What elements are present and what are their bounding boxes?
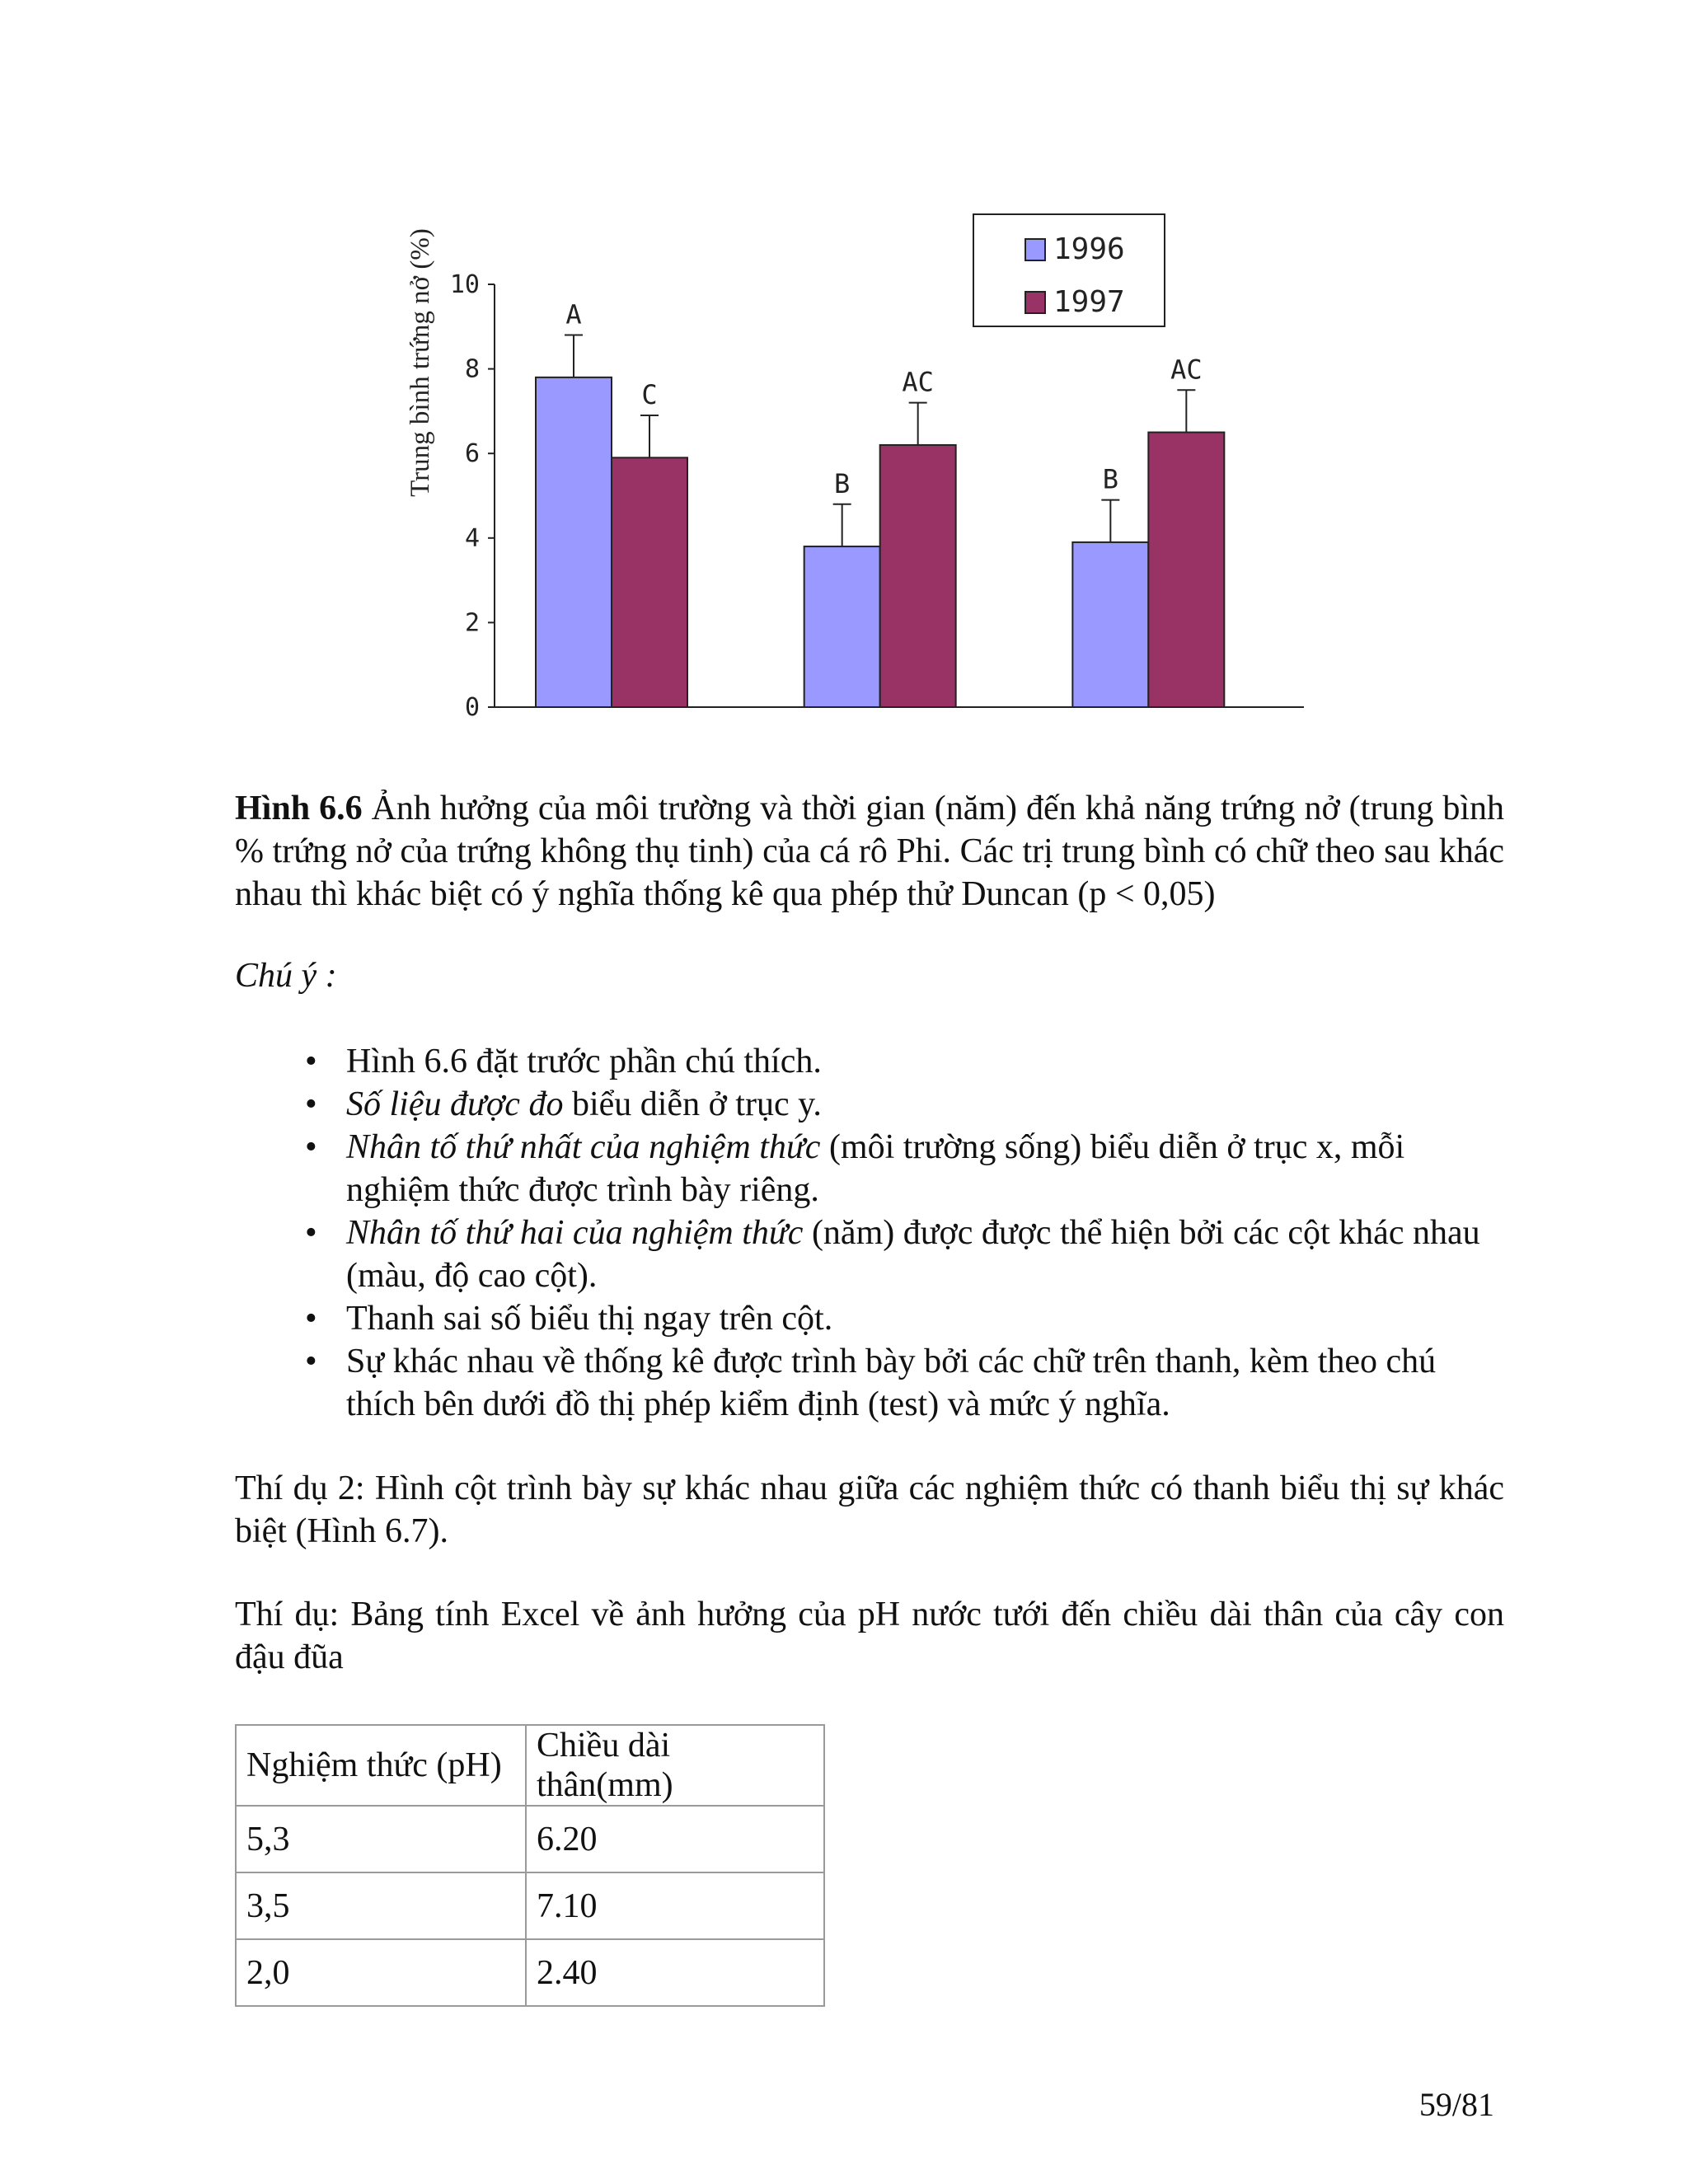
bullet-icon: •: [305, 1085, 317, 1123]
legend-label: 1997: [1053, 285, 1125, 319]
bar-chart: [387, 206, 1327, 742]
y-tick-label: 8: [464, 354, 480, 384]
y-axis-label: Trung bình trứng nở (%): [406, 228, 435, 497]
figure-caption: [235, 787, 1504, 916]
legend-swatch: [1025, 292, 1045, 313]
page-number: 59/81: [1418, 2086, 1494, 2123]
bar-1997-0: [612, 457, 687, 707]
significance-letter: AC: [1170, 354, 1203, 386]
list-item: [305, 1297, 1508, 1340]
table-header-cell: Chiều dài thân(mm): [526, 1725, 824, 1806]
legend-label: 1996: [1053, 232, 1125, 266]
list-item-emphasis: Số liệu được đo: [346, 1085, 564, 1123]
y-tick-label: 10: [449, 270, 480, 299]
table-row: [236, 1806, 824, 1872]
example-2-paragraph: Thí dụ 2: Hình cột trình bày sự khác nhau giữa các nghiệm thức có thanh biểu thị sự khác biệt (Hình 6.7).: [235, 1469, 1504, 1550]
list-item-text: Thanh sai số biểu thị ngay trên cột.: [346, 1300, 833, 1338]
bar-1996-1: [804, 546, 880, 707]
list-item: [305, 1212, 1508, 1297]
list-item-text: Sự khác nhau về thống kê được trình bày bởi các chữ trên thanh, kèm theo chú thích bên dưới đồ thị phép kiểm định (test) và mức ý nghĩa.: [346, 1343, 1437, 1423]
table-row: [236, 1872, 824, 1939]
list-item-text: (năm) được được thể hiện bởi các cột khác nhau (màu, độ cao cột).: [346, 1214, 1480, 1295]
bullet-icon: •: [305, 1343, 317, 1380]
y-tick-label: 6: [464, 439, 480, 469]
list-item-text: (môi trường sống) biểu diễn ở trục x, mỗi nghiệm thức được trình bày riêng.: [346, 1128, 1405, 1209]
bullet-icon: •: [305, 1043, 317, 1080]
table-header-cell: Nghiệm thức (pH): [236, 1725, 526, 1806]
data-table: [235, 1724, 825, 2007]
caption-label: Hình 6.6: [235, 790, 363, 827]
list-item: [305, 1340, 1508, 1426]
list-item: [305, 1083, 1508, 1126]
caption-text: Ảnh hưởng của môi trường và thời gian (năm) đến khả năng trứng nở (trung bình % trứng nở của trứng không thụ tinh) của cá rô Phi. Các trị trung bình có chữ theo sau khác nhau thì khác biệt có ý nghĩa thống kê qua phép thử Duncan (p < 0,05): [235, 790, 1505, 913]
bullet-icon: •: [305, 1214, 317, 1252]
table-header-row: [236, 1725, 824, 1806]
bar-1997-1: [880, 445, 956, 707]
note-title: Chú ý :: [235, 957, 337, 995]
table-cell: 6.20: [526, 1806, 824, 1872]
list-item-emphasis: Nhân tố thứ nhất của nghiệm thức: [346, 1128, 821, 1166]
bar-1996-0: [536, 377, 612, 707]
list-item: [305, 1126, 1508, 1212]
table-cell: 2.40: [526, 1939, 824, 2006]
table-cell: 2,0: [236, 1939, 526, 2006]
significance-letter: A: [565, 298, 582, 330]
bar-1996-2: [1072, 542, 1148, 707]
table-cell: 3,5: [236, 1872, 526, 1939]
y-tick-label: 2: [464, 608, 480, 638]
notes-list: [305, 1040, 1508, 1426]
chart-legend: [973, 214, 1165, 326]
bullet-icon: •: [305, 1128, 317, 1166]
list-item: [305, 1040, 1508, 1083]
list-item-text: biểu diễn ở trục y.: [563, 1085, 822, 1123]
table-row: [236, 1939, 824, 2006]
bullet-icon: •: [305, 1300, 317, 1338]
significance-letter: AC: [902, 366, 934, 398]
example-3-paragraph: Thí dụ: Bảng tính Excel về ảnh hưởng của pH nước tưới đến chiều dài thân của cây con đậu đũa: [235, 1596, 1504, 1676]
bar-1997-2: [1148, 433, 1224, 707]
legend-swatch: [1025, 239, 1045, 260]
list-item-text: Hình 6.6 đặt trước phần chú thích.: [346, 1043, 822, 1080]
y-tick-label: 0: [464, 693, 480, 722]
y-tick-label: 4: [464, 523, 480, 553]
significance-letter: B: [834, 467, 851, 499]
significance-letter: B: [1102, 463, 1118, 495]
significance-letter: C: [641, 379, 658, 411]
list-item-emphasis: Nhân tố thứ hai của nghiệm thức: [346, 1214, 804, 1252]
table-cell: 7.10: [526, 1872, 824, 1939]
chart-bars: [536, 299, 1224, 707]
table-cell: 5,3: [236, 1806, 526, 1872]
